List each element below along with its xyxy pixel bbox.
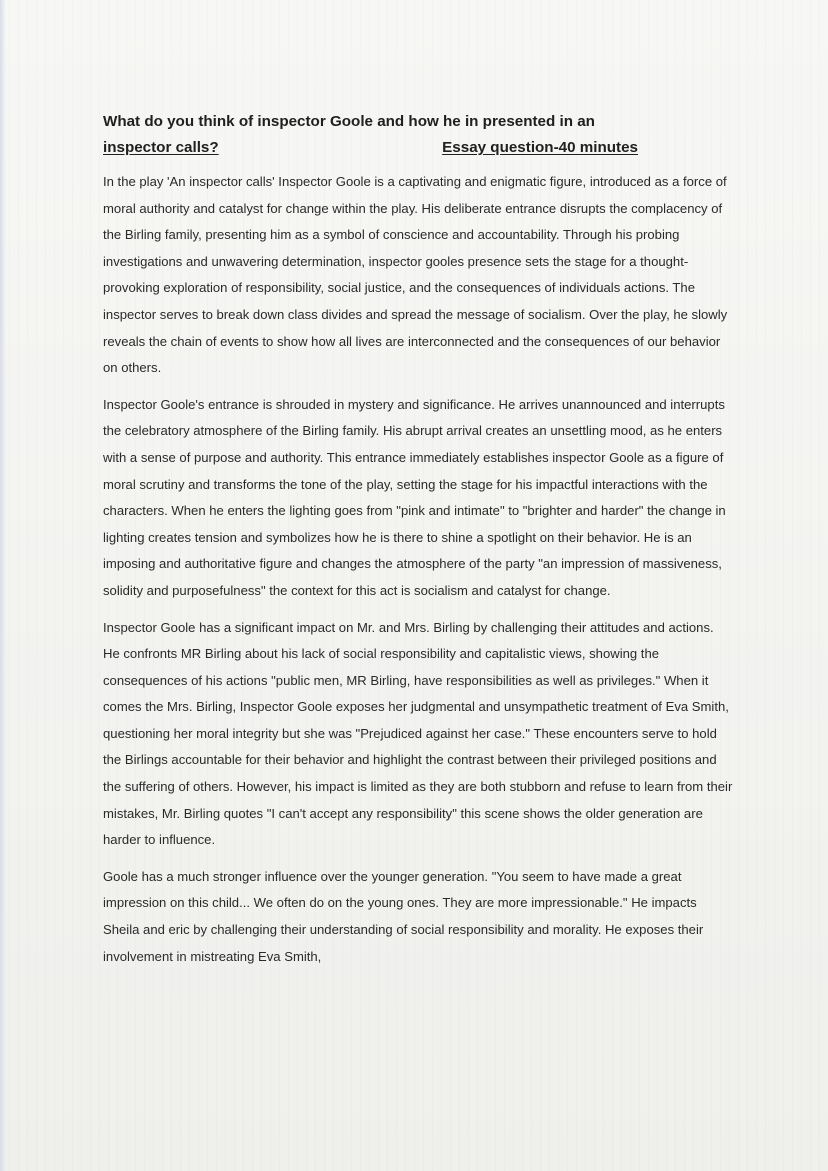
paragraph-birlings: Inspector Goole has a significant impact on Mr. and Mrs. Birling by challenging their attitudes and actions. He confronts MR Birling about his lack of social responsibility and capitalistic views, showing the consequences of his actions "public men, MR Birling, have responsibilities as well as privileges." When it comes the Mrs. Birling, Inspector Goole exposes her judgmental and unsympathetic treatment of Eva Smith, questioning her moral integrity but she was "Prejudiced against her case." These encounters serve to hold the Birlings accountable for their behavior and highlight the contrast between their privileged positions and the suffering of others. However, his impact is limited as they are both stubborn and refuse to learn from their mistakes, Mr. Birling quotes "I can't accept any responsibility" this scene shows the older generation are harder to influence. — [103, 619, 733, 848]
essay-subtitle: Essay question-40 minutes — [442, 139, 638, 156]
essay-body — [103, 108, 733, 980]
paragraph-younger-generation: Goole has a much stronger influence over the younger generation. "You seem to have made a great impression on this child... We often do on the young ones. They are more impressionable." He impacts Sheila and eric by challenging their understanding of social responsibility and morality. He exposes their involvement in mistreating Eva Smith, — [103, 868, 704, 964]
essay-title-end: inspector calls? — [103, 139, 219, 156]
essay-title: What do you think of inspector Goole and how he in presented in an — [103, 113, 595, 130]
page-edge — [0, 0, 6, 1171]
paragraph-entrance: Inspector Goole's entrance is shrouded in mystery and significance. He arrives unannounced and interrupts the celebratory atmosphere of the Birling family. His abrupt arrival creates an unsettling mood, as he enters with a sense of purpose and authority. This entrance immediately establishes inspector Goole as a figure of moral scrutiny and transforms the tone of the play, setting the stage for his impactful interactions with the characters. When he enters the lighting goes from "pink and intimate" to "brighter and harder" the change in lighting creates tension and symbolizes how he is there to shine a spotlight on their behavior. He is an imposing and authoritative figure and changes the atmosphere of the party "an impression of massiveness, solidity and purposefulness" the context for this act is socialism and catalyst for change. — [103, 396, 726, 598]
essay-title-row — [103, 136, 668, 160]
paragraph-introduction: In the play 'An inspector calls' Inspector Goole is a captivating and enigmatic figure, introduced as a force of moral authority and catalyst for change within the play. His deliberate entrance disrupts the complacency of the Birling family, presenting him as a symbol of conscience and accountability. Through his probing investigations and unwavering determination, inspector gooles presence sets the stage for a thought-provoking exploration of responsibility, social justice, and the consequences of individuals actions. The inspector serves to break down class divides and spread the message of socialism. Over the play, he slowly reveals the chain of events to show how all lives are interconnected and the consequences of our behavior on others. — [103, 174, 728, 376]
